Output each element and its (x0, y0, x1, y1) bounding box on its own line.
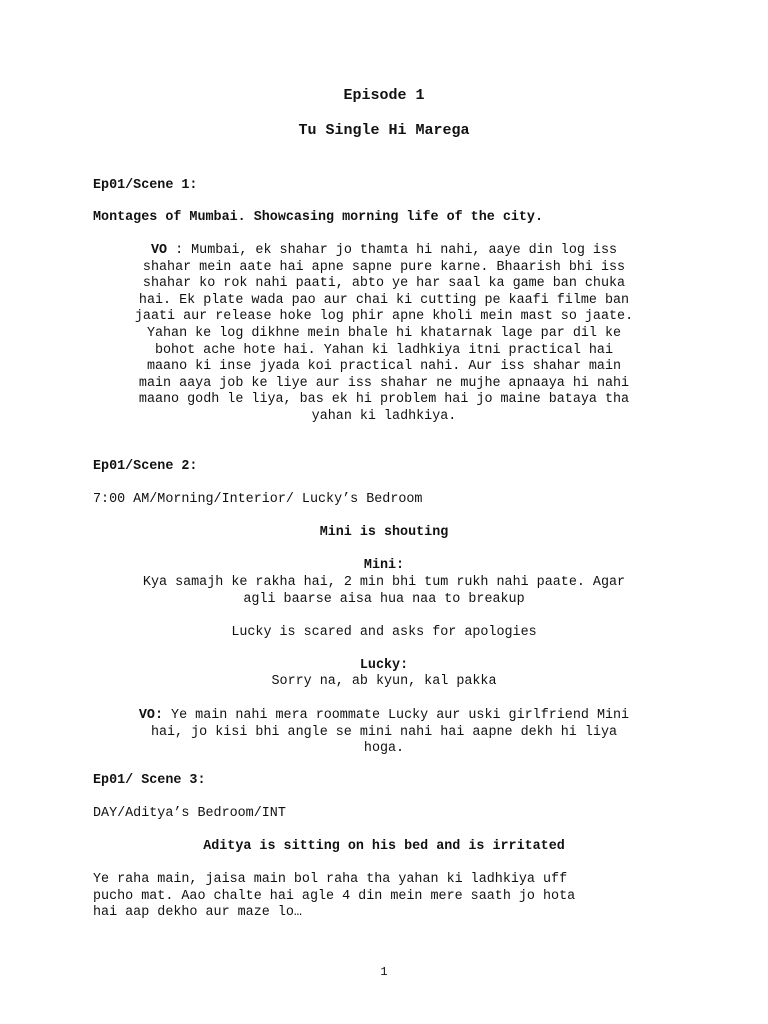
scene1-vo-block (86, 243, 682, 426)
scene2-character-lucky: Lucky: (359, 658, 409, 673)
episode-title: Episode 1 (343, 87, 425, 104)
dialog-line: Kya samajh ke rakha hai, 2 min bhi tum rukh nahi paate. Agar (142, 575, 626, 590)
scene2-slug: 7:00 AM/Morning/Interior/ Lucky’s Bedroom (93, 492, 423, 507)
scene2-vo-line: hai, jo kisi bhi angle se mini nahi hai aapne dekh hi liya (150, 724, 618, 740)
scene3-action: Aditya is sitting on his bed and is irritated (203, 839, 565, 854)
scene1-vo-line: hai. Ek plate wada pao aur chai ki cutting pe kaafi filme ban (138, 292, 630, 308)
scene2-vo-line: hoga. (363, 741, 405, 757)
scene2-character-mini: Mini: (363, 558, 405, 573)
scene3-heading: Ep01/ Scene 3: (93, 773, 206, 788)
scene2-action-1: Mini is shouting (319, 525, 449, 540)
show-title: Tu Single Hi Marega (298, 122, 470, 139)
scene1-vo-sep: : (167, 243, 192, 258)
scene2-vo-label: VO: (138, 708, 163, 723)
scene1-vo-line: maano godh le liya, bas ek hi problem hai jo maine bataya tha (138, 392, 630, 408)
scene3-paragraph (93, 872, 575, 922)
paragraph-line: pucho mat. Aao chalte hai agle 4 din mein mere saath jo hota (93, 888, 576, 904)
scene2-vo-line: VO: Ye main nahi mera roommate Lucky aur uski girlfriend Mini (138, 708, 630, 723)
scene1-vo-line: Yahan ke log dikhne mein bhale hi khatarnak lage par dil ke (146, 325, 622, 341)
scene1-vo-line: shahar mein aate hai apne sapne pure karne. Bhaarish bhi iss (142, 259, 626, 275)
scene2-dialog-lucky: Sorry na, ab kyun, kal pakka (271, 674, 497, 689)
scene1-vo-line: jaati aur release hoke log phir apne kholi mein mast so jaate. (134, 309, 634, 325)
page-number: 1 (380, 965, 388, 979)
paragraph-line: hai aap dekho aur maze lo… (93, 905, 302, 921)
dialog-line: agli baarse aisa hua naa to breakup (243, 591, 525, 607)
scene1-heading: Ep01/Scene 1: (93, 178, 198, 193)
scene2-heading: Ep01/Scene 2: (93, 459, 198, 474)
scene1-vo-line: shahar ko rok nahi paati, abto ye har saal ka game ban chuka (142, 276, 626, 292)
scene2-vo-block (86, 708, 682, 758)
scene1-vo-line: maano ki inse jyada koi practical nahi. Aur iss shahar main (146, 359, 622, 375)
scene1-vo-label: VO (150, 243, 168, 258)
scene1-vo-line: VO : Mumbai, ek shahar jo thamta hi nahi, aaye din log iss (150, 243, 618, 258)
scene1-vo-line: main aaya job ke liye aur iss shahar ne mujhe apnaaya hi nahi (138, 375, 630, 391)
scene2-dialog-mini (86, 575, 682, 608)
scene1-vo-line: bohot ache hote hai. Yahan ki ladhkiya itni practical hai (154, 342, 614, 358)
scene1-vo-line: yahan ki ladhkiya. (311, 408, 457, 424)
scene1-action: Montages of Mumbai. Showcasing morning life of the city. (93, 210, 543, 225)
scene2-action-2: Lucky is scared and asks for apologies (231, 625, 537, 640)
paragraph-line: Ye raha main, jaisa main bol raha tha yahan ki ladhkiya uff (93, 872, 568, 887)
scene3-slug: DAY/Aditya’s Bedroom/INT (93, 806, 286, 821)
